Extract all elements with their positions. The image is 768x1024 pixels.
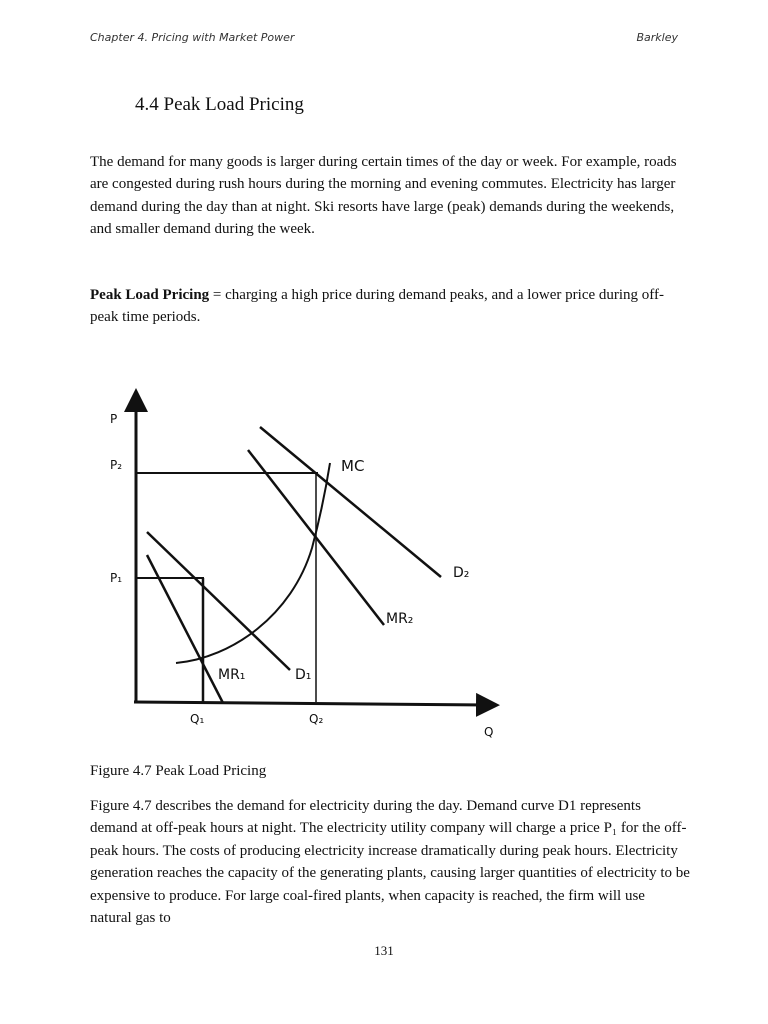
description-paragraph: Figure 4.7 describes the demand for electricity during the day. Demand curve D1 represents demand at off-peak hours at night. The electricity utility company will charge a price P₁ for the off-peak hours. The costs of producing electricity increase dramatically during peak hours. Electricity generation reaches the capacity of the generating plants, causing larger quantities of electricity to be expensive to produce. For large coal-fired plants, when capacity is reached, the firm will use natural gas to [90, 798, 690, 927]
q2-label: Q₂ [309, 712, 324, 726]
page-header [90, 31, 678, 49]
intro-paragraph: The demand for many goods is larger during certain times of the day or week. For example, roads are congested during rush hours during the morning and evening commutes. Electricity has larger demand during the day than at night. Ski resorts have large (peak) demands during the weekends, and smaller demand during the week. [90, 154, 677, 238]
q-axis-label: Q [484, 725, 494, 739]
d1-curve [147, 532, 290, 670]
section-title: 4.4 Peak Load Pricing [135, 94, 304, 115]
figure-caption: Figure 4.7 Peak Load Pricing [90, 763, 267, 779]
header-author: Barkley [636, 31, 678, 44]
d1-label: D₁ [295, 667, 312, 683]
d2-label: D₂ [453, 565, 470, 581]
p2-label: P₂ [110, 458, 123, 472]
mr2-label: MR₂ [386, 611, 414, 627]
header-chapter: Chapter 4. Pricing with Market Power [90, 31, 295, 44]
q1-label: Q₁ [190, 712, 205, 726]
peak-load-pricing-figure [0, 380, 768, 760]
p1-label: P₁ [110, 571, 123, 585]
q-axis [134, 702, 488, 705]
page-number: 131 [374, 943, 394, 958]
definition-text: = charging a high price during demand peaks, and a lower price during off-peak time periods. [90, 287, 665, 326]
definition-term: Peak Load Pricing [90, 287, 210, 303]
mc-label: MC [341, 457, 365, 475]
p-axis-label: P [110, 412, 118, 426]
definition-paragraph [90, 284, 690, 329]
mr1-label: MR₁ [218, 667, 246, 683]
